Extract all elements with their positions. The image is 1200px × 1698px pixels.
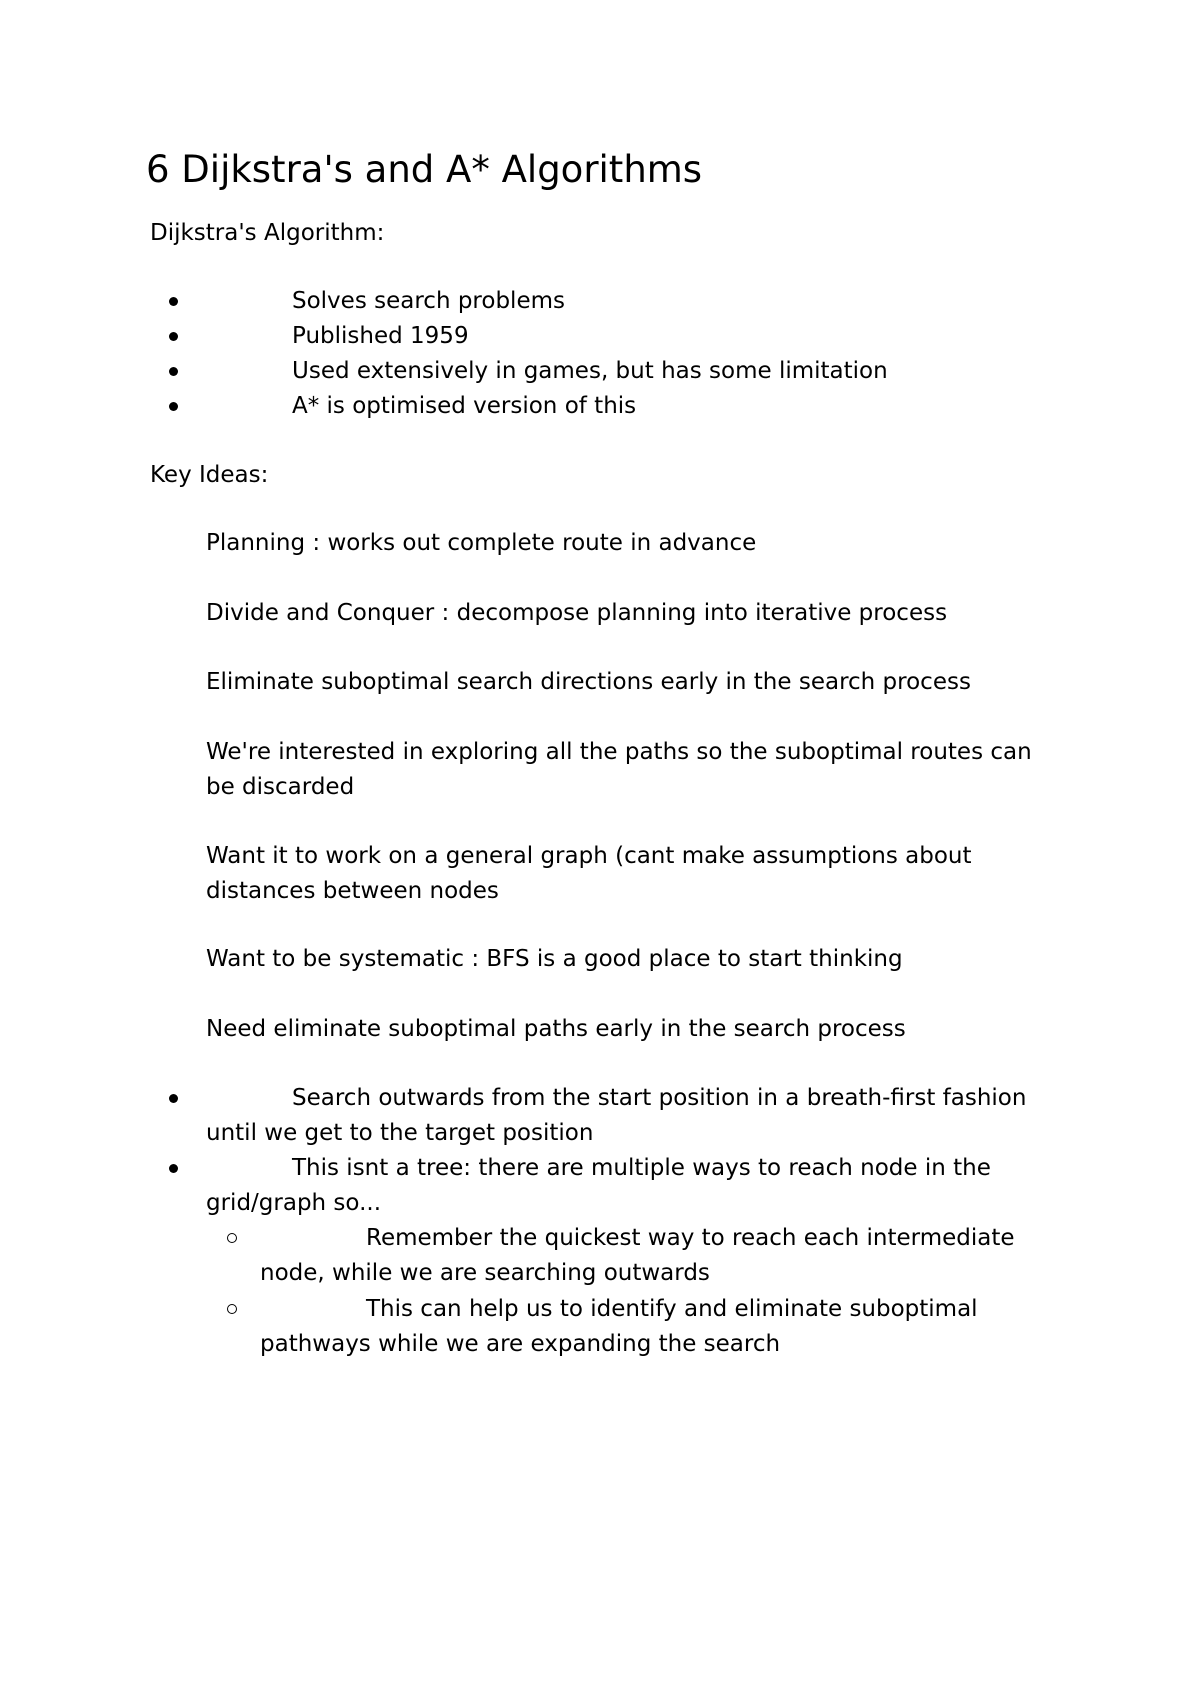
key-idea: Eliminate suboptimal search directions early in the search process [206, 669, 971, 695]
hollow-bullet-icon [227, 1233, 237, 1243]
document-title: 6 Dijkstra's and A* Algorithms [146, 148, 703, 191]
key-ideas-heading: Key Ideas: [150, 462, 269, 488]
list-item [0, 284, 1200, 319]
bullet-icon [169, 367, 178, 376]
bullet-icon [169, 1164, 178, 1173]
bullet-icon [169, 402, 178, 411]
list-item [0, 389, 1200, 424]
key-idea: Planning : works out complete route in advance [206, 530, 757, 556]
list-item-text: Published 1959 [292, 323, 469, 349]
list-item-text: Search outwards from the start position in a breath-first fashion until we get to the target position [206, 1085, 1027, 1146]
key-idea: Want it to work on a general graph (cant make assumptions about distances between nodes [206, 843, 972, 904]
key-idea: Need eliminate suboptimal paths early in the search process [206, 1016, 906, 1042]
bullet-icon [169, 297, 178, 306]
sub-list-item-text: Remember the quickest way to reach each intermediate node, while we are searching outwards [260, 1225, 1015, 1286]
hollow-bullet-icon [227, 1304, 237, 1314]
bullet-icon [169, 332, 178, 341]
key-idea: We're interested in exploring all the paths so the suboptimal routes can be discarded [206, 739, 1032, 800]
dijkstra-heading: Dijkstra's Algorithm: [150, 220, 385, 246]
bullet-icon [169, 1094, 178, 1103]
list-item [0, 354, 1200, 389]
sub-list-item-text: This can help us to identify and eliminate suboptimal pathways while we are expanding the search [260, 1296, 978, 1357]
list-item-text: This isnt a tree: there are multiple ways to reach node in the grid/graph so... [206, 1155, 991, 1216]
list-item-text: Solves search problems [292, 288, 565, 314]
key-idea: Want to be systematic : BFS is a good place to start thinking [206, 946, 903, 972]
list-item [0, 319, 1200, 354]
key-idea: Divide and Conquer : decompose planning into iterative process [206, 600, 948, 626]
list-item-text: A* is optimised version of this [292, 393, 637, 419]
list-item-text: Used extensively in games, but has some limitation [292, 358, 888, 384]
